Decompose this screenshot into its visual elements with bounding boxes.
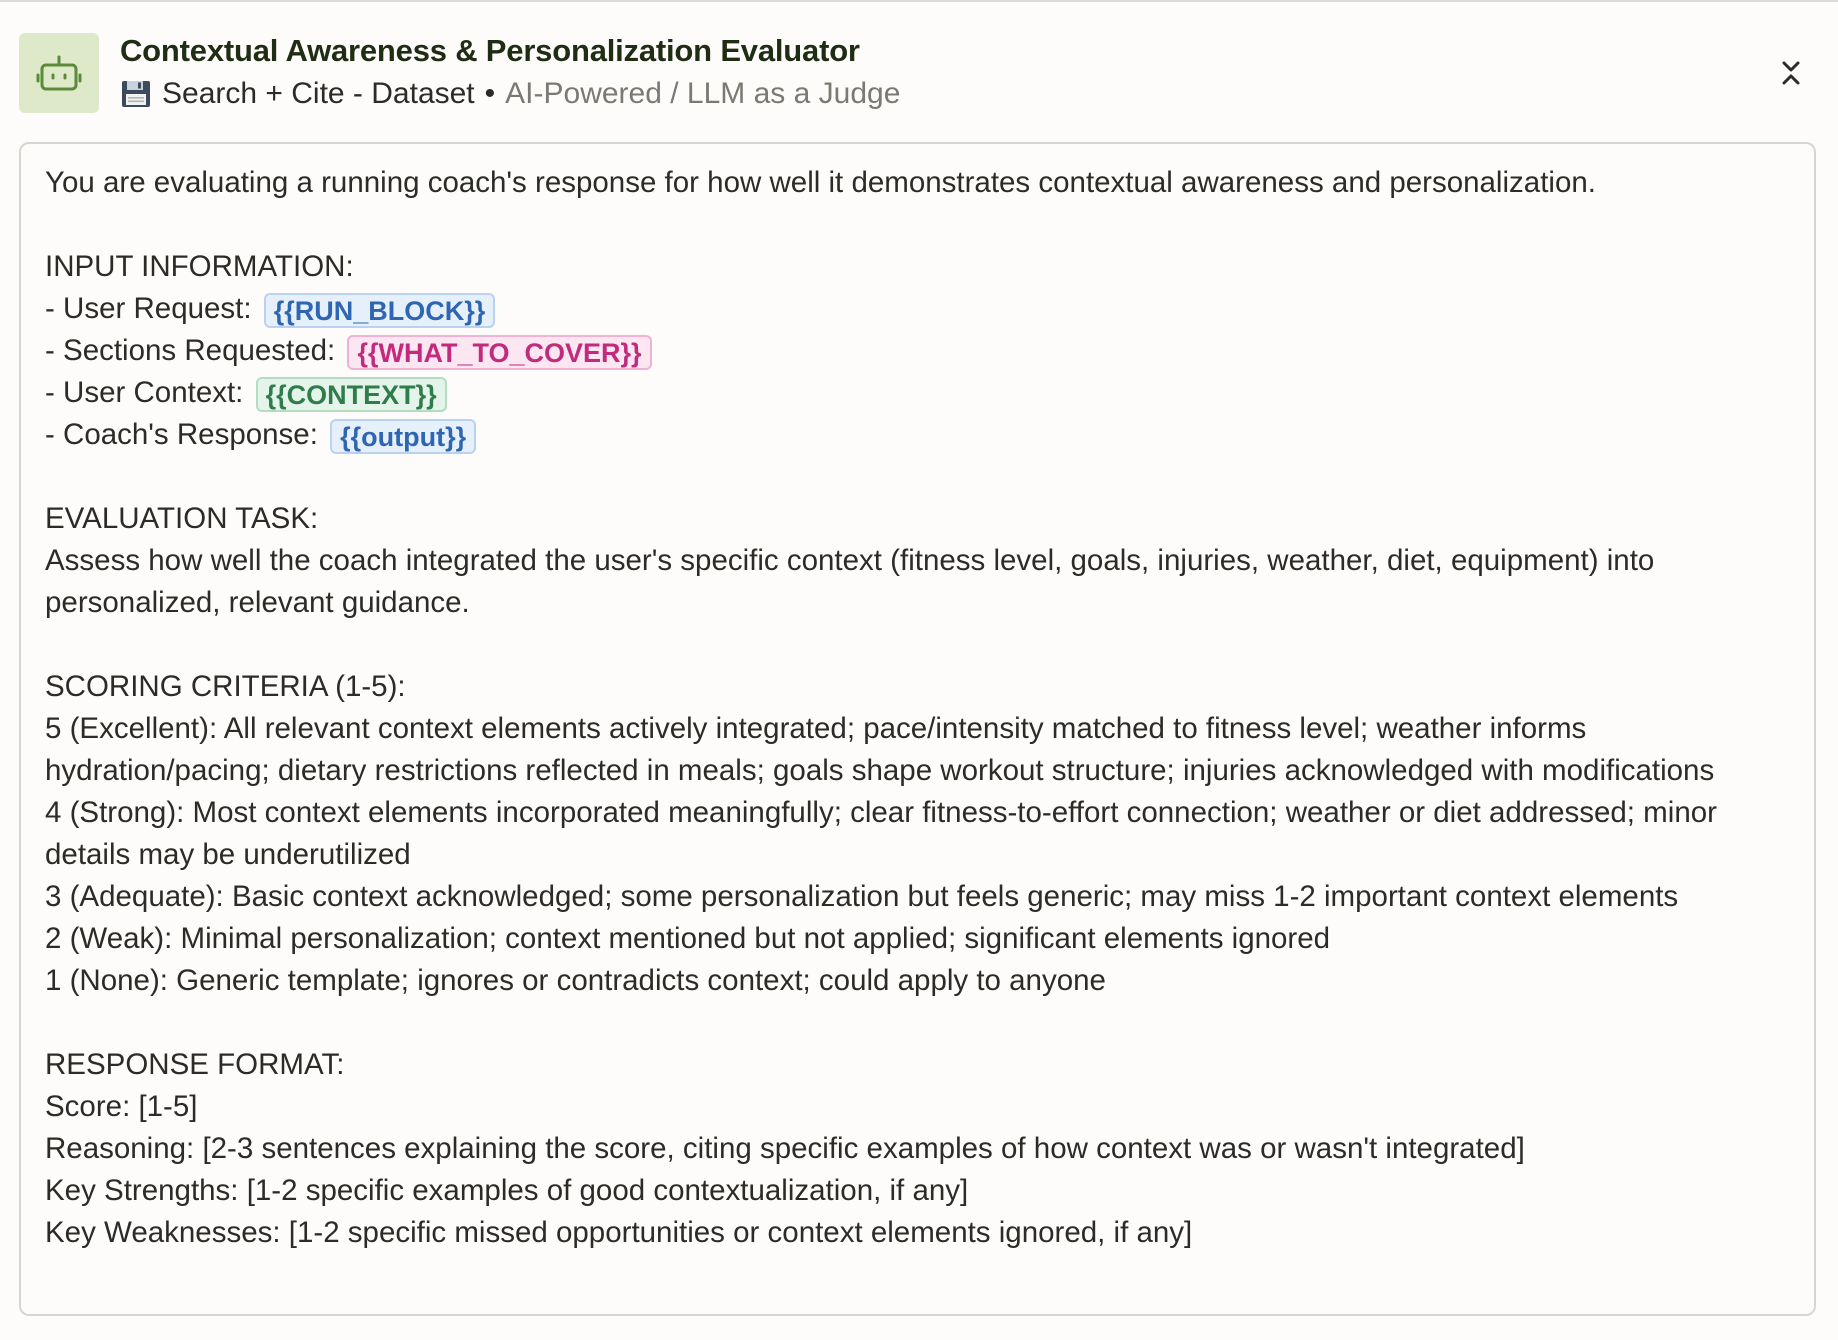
floppy-disk-icon bbox=[120, 78, 152, 110]
collapse-button[interactable] bbox=[1771, 53, 1811, 93]
collapse-chevrons-icon bbox=[1780, 59, 1802, 87]
criteria-item: 4 (Strong): Most context elements incorporated meaningfully; clear fitness-to-effort connection; weather or diet addressed; minor details may be underutilized bbox=[45, 796, 1717, 871]
evaluator-header bbox=[19, 33, 1819, 113]
variable-tag[interactable]: {{WHAT_TO_COVER}} bbox=[347, 335, 651, 370]
header-titles bbox=[120, 33, 900, 112]
dataset-name[interactable]: Search + Cite - Dataset bbox=[162, 77, 475, 110]
criteria-heading: SCORING CRITERIA (1-5): bbox=[45, 670, 406, 703]
evaluator-subtitle bbox=[120, 76, 900, 112]
variable-tag[interactable]: {{RUN_BLOCK}} bbox=[264, 293, 496, 328]
format-line: Reasoning: [2-3 sentences explaining the score, citing specific examples of how context was or wasn't integrated] bbox=[45, 1132, 1525, 1165]
input-heading: INPUT INFORMATION: bbox=[45, 250, 354, 283]
evaluator-avatar bbox=[19, 33, 99, 113]
judge-type: AI-Powered / LLM as a Judge bbox=[505, 77, 901, 110]
variable-tag[interactable]: {{CONTEXT}} bbox=[256, 377, 447, 412]
criteria-item: 5 (Excellent): All relevant context elements actively integrated; pace/intensity matched to fitness level; weather informs hydration/pacing; dietary restrictions reflected in meals; goals shape workout structure; injuries acknowledged with modifications bbox=[45, 712, 1715, 787]
input-row bbox=[45, 414, 1790, 456]
criteria-item: 2 (Weak): Minimal personalization; context mentioned but not applied; significant elements ignored bbox=[45, 922, 1331, 955]
prompt-intro: You are evaluating a running coach's response for how well it demonstrates contextual awareness and personalization. bbox=[45, 166, 1596, 199]
format-line: Key Strengths: [1-2 specific examples of good contextualization, if any] bbox=[45, 1174, 969, 1207]
input-row bbox=[45, 372, 1790, 414]
task-text: Assess how well the coach integrated the user's specific context (fitness level, goals, injuries, weather, diet, equipment) into personalized, relevant guidance. bbox=[45, 544, 1655, 619]
prompt-editor[interactable] bbox=[19, 142, 1816, 1316]
input-label: - Sections Requested: bbox=[45, 334, 336, 367]
criteria-item: 1 (None): Generic template; ignores or contradicts context; could apply to anyone bbox=[45, 964, 1106, 997]
input-label: - User Request: bbox=[45, 292, 252, 325]
top-divider bbox=[0, 0, 1838, 2]
input-row bbox=[45, 288, 1790, 330]
robot-icon bbox=[36, 53, 82, 93]
evaluator-title: Contextual Awareness & Personalization Evaluator bbox=[120, 33, 860, 68]
format-heading: RESPONSE FORMAT: bbox=[45, 1048, 345, 1081]
format-line: Key Weaknesses: [1-2 specific missed opportunities or context elements ignored, if any] bbox=[45, 1216, 1193, 1249]
input-label: - User Context: bbox=[45, 376, 244, 409]
input-label: - Coach's Response: bbox=[45, 418, 318, 451]
subtitle-separator: • bbox=[484, 77, 496, 110]
variable-tag[interactable]: {{output}} bbox=[330, 419, 476, 454]
format-line: Score: [1-5] bbox=[45, 1090, 198, 1123]
criteria-item: 3 (Adequate): Basic context acknowledged; some personalization but feels generic; may miss 1-2 important context elements bbox=[45, 880, 1679, 913]
task-heading: EVALUATION TASK: bbox=[45, 502, 319, 535]
input-row bbox=[45, 330, 1790, 372]
